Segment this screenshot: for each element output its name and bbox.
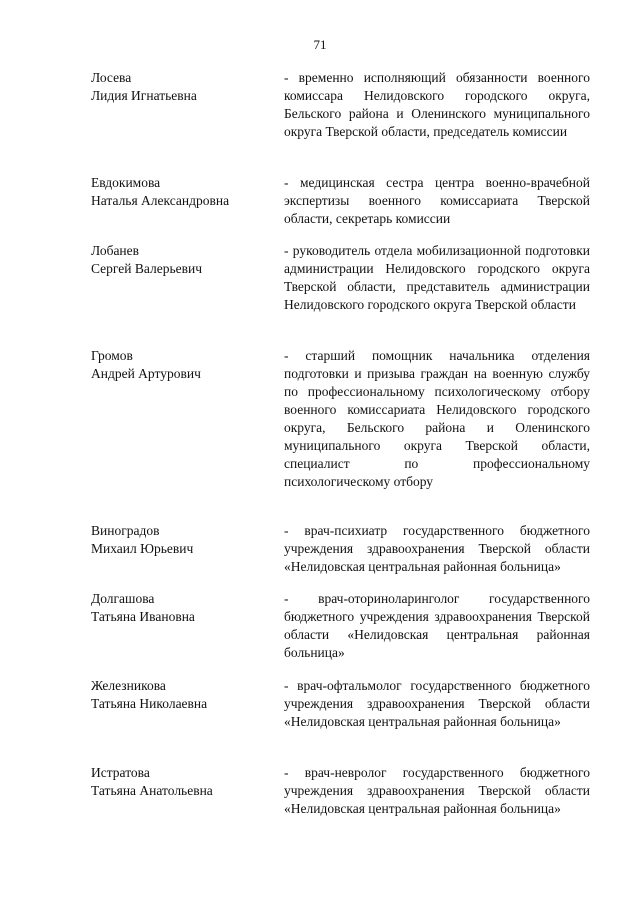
member-given-name: Сергей Валерьевич bbox=[91, 261, 202, 276]
member-role: - старший помощник начальника отделения подготовки и призыва граждан на военную службу по профессиональному психологическому отбору военного комиссариата Нелидовского городского округа, Бельского района и Оленинского муниципального округа Тверской области, специалист по профессиональному психологическому отбору bbox=[284, 348, 590, 489]
member-role: - врач-офтальмолог государственного бюджетного учреждения здравоохранения Тверской области «Нелидовская центральная районная больница» bbox=[284, 678, 590, 729]
member-given-name: Лидия Игнатьевна bbox=[91, 88, 197, 103]
member-surname: Лобанев bbox=[91, 243, 140, 258]
member-given-name: Андрей Артурович bbox=[91, 366, 201, 381]
member-given-name: Татьяна Анатольевна bbox=[91, 783, 213, 798]
member-given-name: Наталья Александровна bbox=[91, 193, 230, 208]
member-role: - врач-невролог государственного бюджетного учреждения здравоохранения Тверской области «Нелидовская центральная районная больница» bbox=[284, 765, 590, 816]
member-role: - врач-оториноларинголог государственного бюджетного учреждения здравоохранения Тверской области «Нелидовская центральная районная больница» bbox=[284, 591, 590, 660]
member-given-name: Татьяна Николаевна bbox=[91, 696, 208, 711]
member-surname: Долгашова bbox=[91, 591, 155, 606]
member-role: - медицинская сестра центра военно-врачебной экспертизы военного комиссариата Тверской области, секретарь комиссии bbox=[284, 175, 590, 226]
member-surname: Истратова bbox=[91, 765, 150, 780]
member-name bbox=[91, 347, 271, 383]
member-name bbox=[91, 764, 271, 800]
member-surname: Железникова bbox=[91, 678, 166, 693]
member-surname: Громов bbox=[91, 348, 133, 363]
member-name bbox=[91, 590, 271, 626]
member-given-name: Михаил Юрьевич bbox=[91, 541, 194, 556]
member-name bbox=[91, 522, 271, 558]
page-number: 71 bbox=[313, 37, 327, 52]
member-role: - временно исполняющий обязанности военного комиссара Нелидовского городского округа, Бельского района и Оленинского муниципального округа Тверской области, председатель комиссии bbox=[284, 70, 590, 139]
member-given-name: Татьяна Ивановна bbox=[91, 609, 195, 624]
member-name bbox=[91, 174, 271, 210]
member-name bbox=[91, 242, 271, 278]
member-role: - руководитель отдела мобилизационной подготовки администрации Нелидовского городского округа Тверской области, представитель администрации Нелидовского городского округа Тверской области bbox=[284, 243, 590, 312]
member-name bbox=[91, 69, 271, 105]
member-name bbox=[91, 677, 271, 713]
member-surname: Лосева bbox=[91, 70, 132, 85]
member-surname: Евдокимова bbox=[91, 175, 161, 190]
member-role: - врач-психиатр государственного бюджетного учреждения здравоохранения Тверской области «Нелидовская центральная районная больница» bbox=[284, 523, 590, 574]
member-surname: Виноградов bbox=[91, 523, 160, 538]
